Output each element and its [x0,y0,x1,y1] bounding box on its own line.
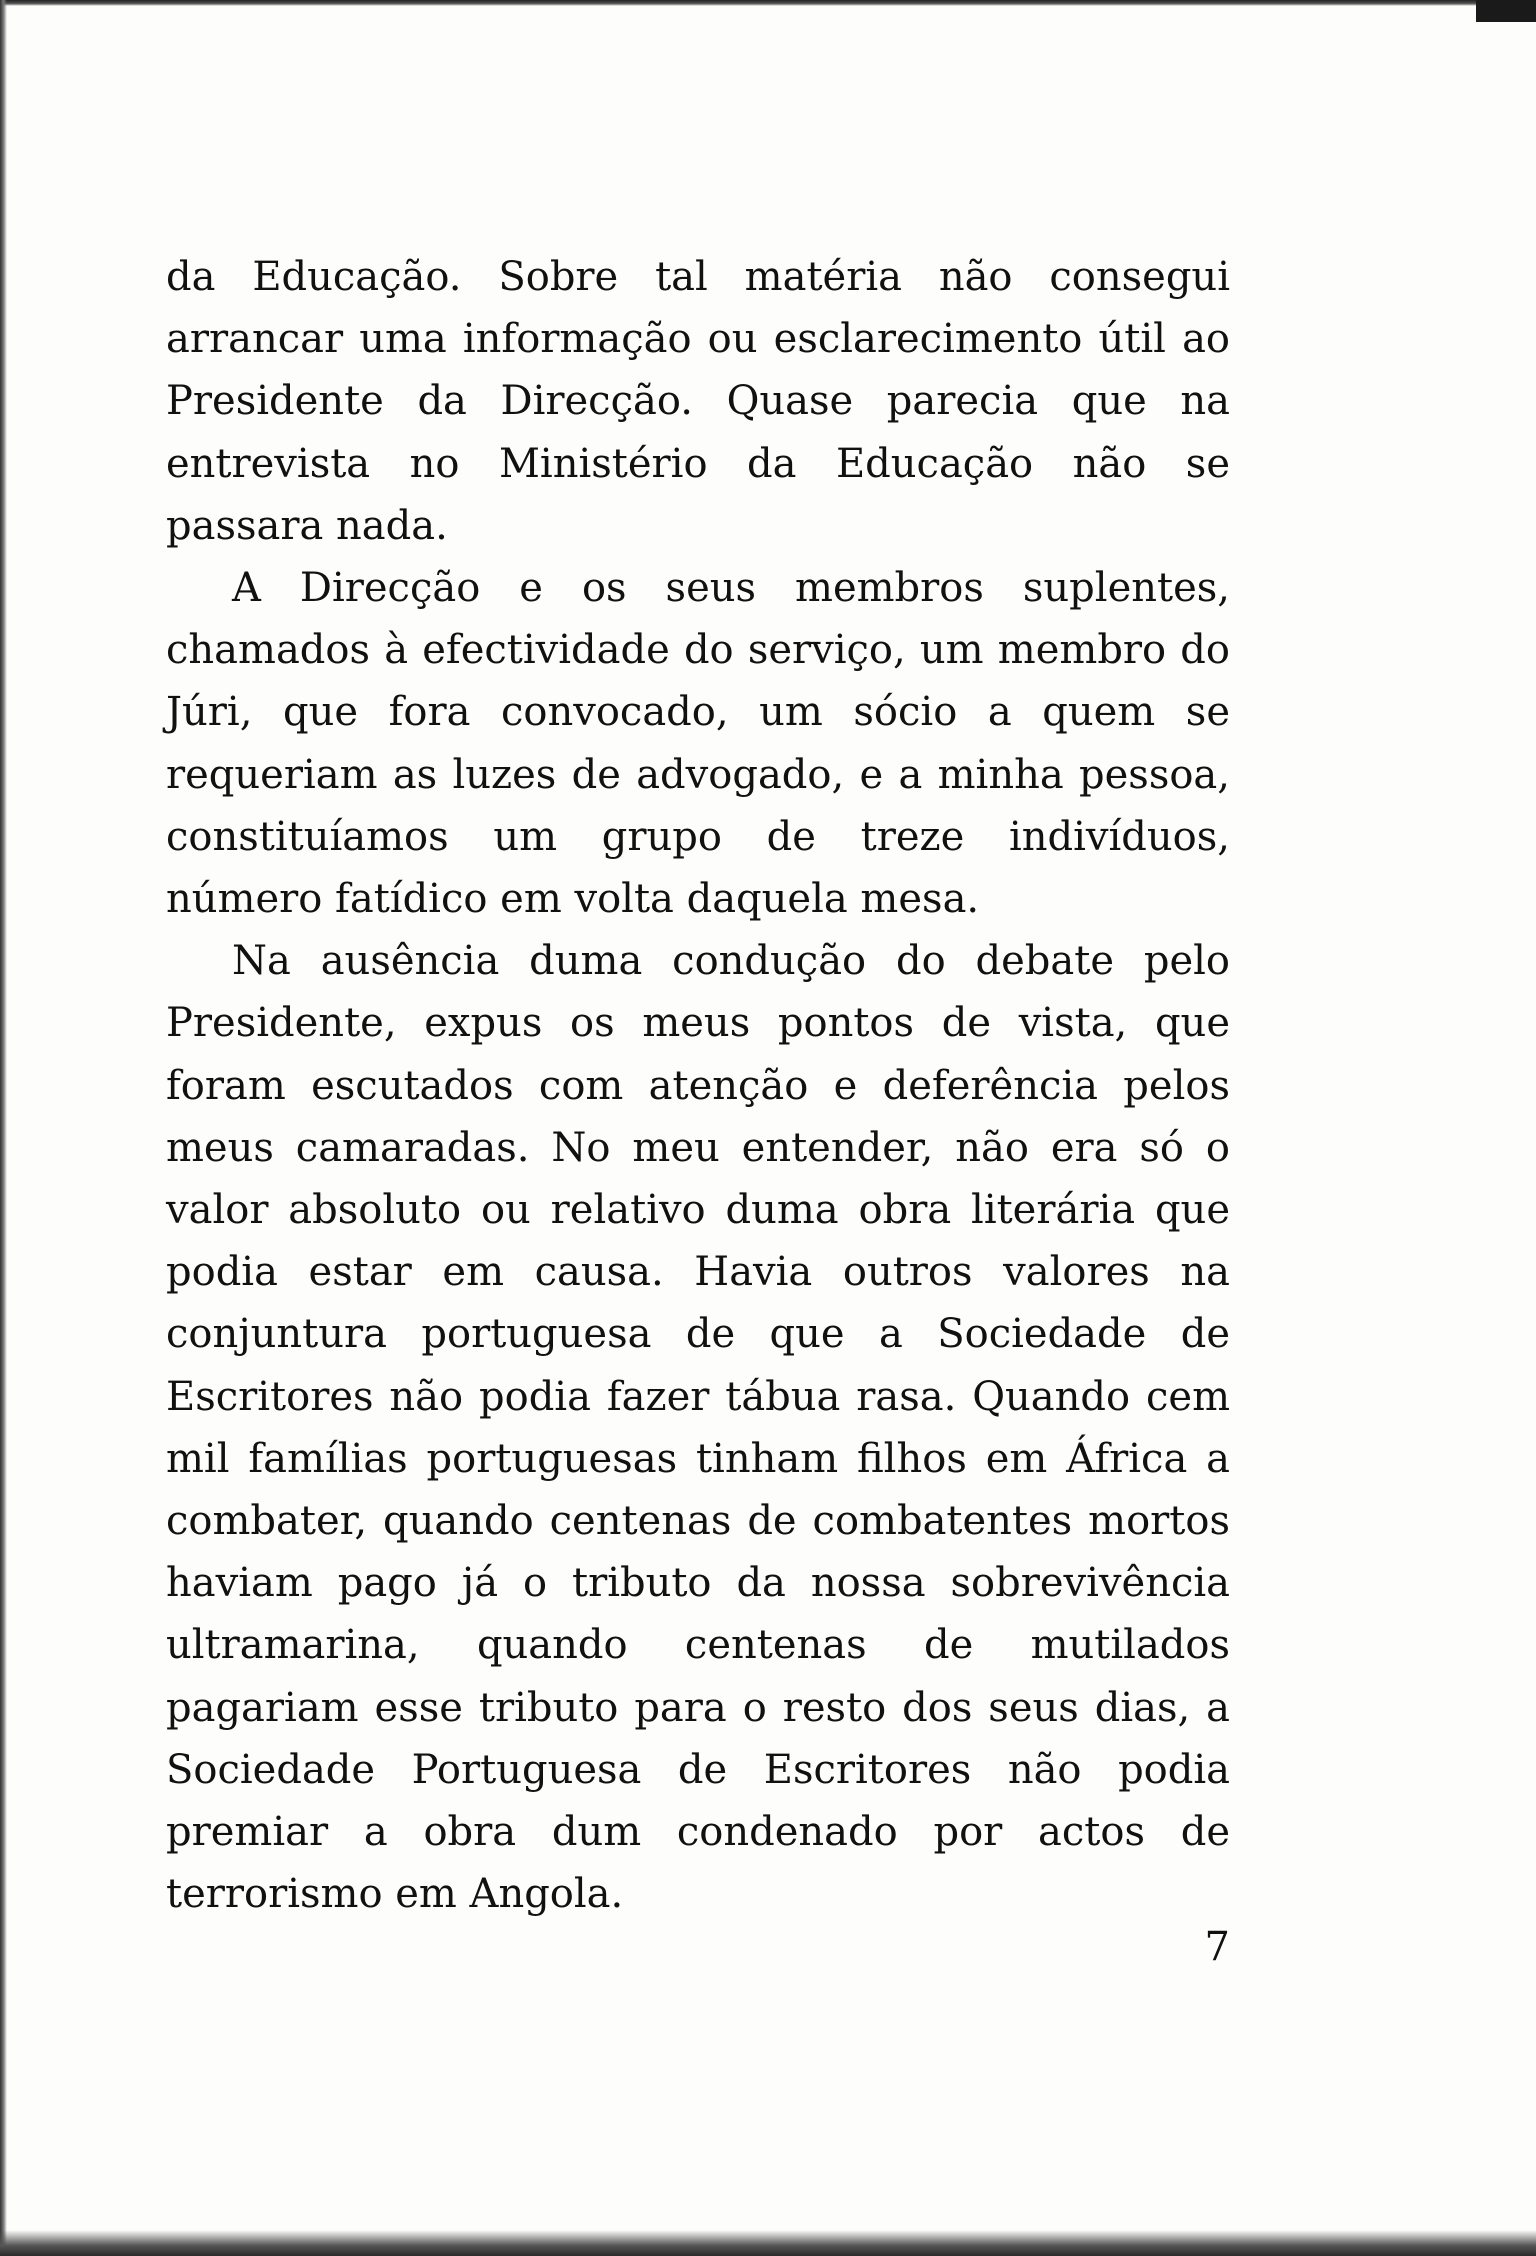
paragraph-direccao: A Direcção e os seus membros suplentes, chamados à efectividade do serviço, um membro do Júri, que fora convocado, um sócio a quem se requeriam as luzes de advogado, e a minha pessoa, constituíamos um grupo de treze indivíduos, número fatídico em volta daquela mesa. [166,565,1230,923]
scan-edge-bottom [0,2230,1536,2256]
scan-edge-corner [1476,0,1536,22]
scan-edge-left [0,0,7,2256]
body-text [166,246,1230,1925]
paragraph-continuation: da Educação. Sobre tal matéria não consegui arrancar uma informação ou esclarecimento útil ao Presidente da Direcção. Quase parecia que na entrevista no Ministério da Educação não se passara nada. [166,254,1230,549]
page-number: 7 [1204,1924,1230,1970]
paragraph-debate: Na ausência duma condução do debate pelo Presidente, expus os meus pontos de vista, que foram escutados com atenção e deferência pelos meus camaradas. No meu entender, não era só o valor absoluto ou relativo duma obra literária que podia estar em causa. Havia outros valores na conjuntura portuguesa de que a Sociedade de Escritores não podia fazer tábua rasa. Quando cem mil famílias portuguesas tinham filhos em África a combater, quando centenas de combatentes mortos haviam pago já o tributo da nossa sobrevivência ultramarina, quando centenas de mutilados pagariam esse tributo para o resto dos seus dias, a Sociedade Portuguesa de Escritores não podia premiar a obra dum condenado por actos de terrorismo em Angola. [166,938,1230,1918]
scan-edge-top [0,0,1536,6]
